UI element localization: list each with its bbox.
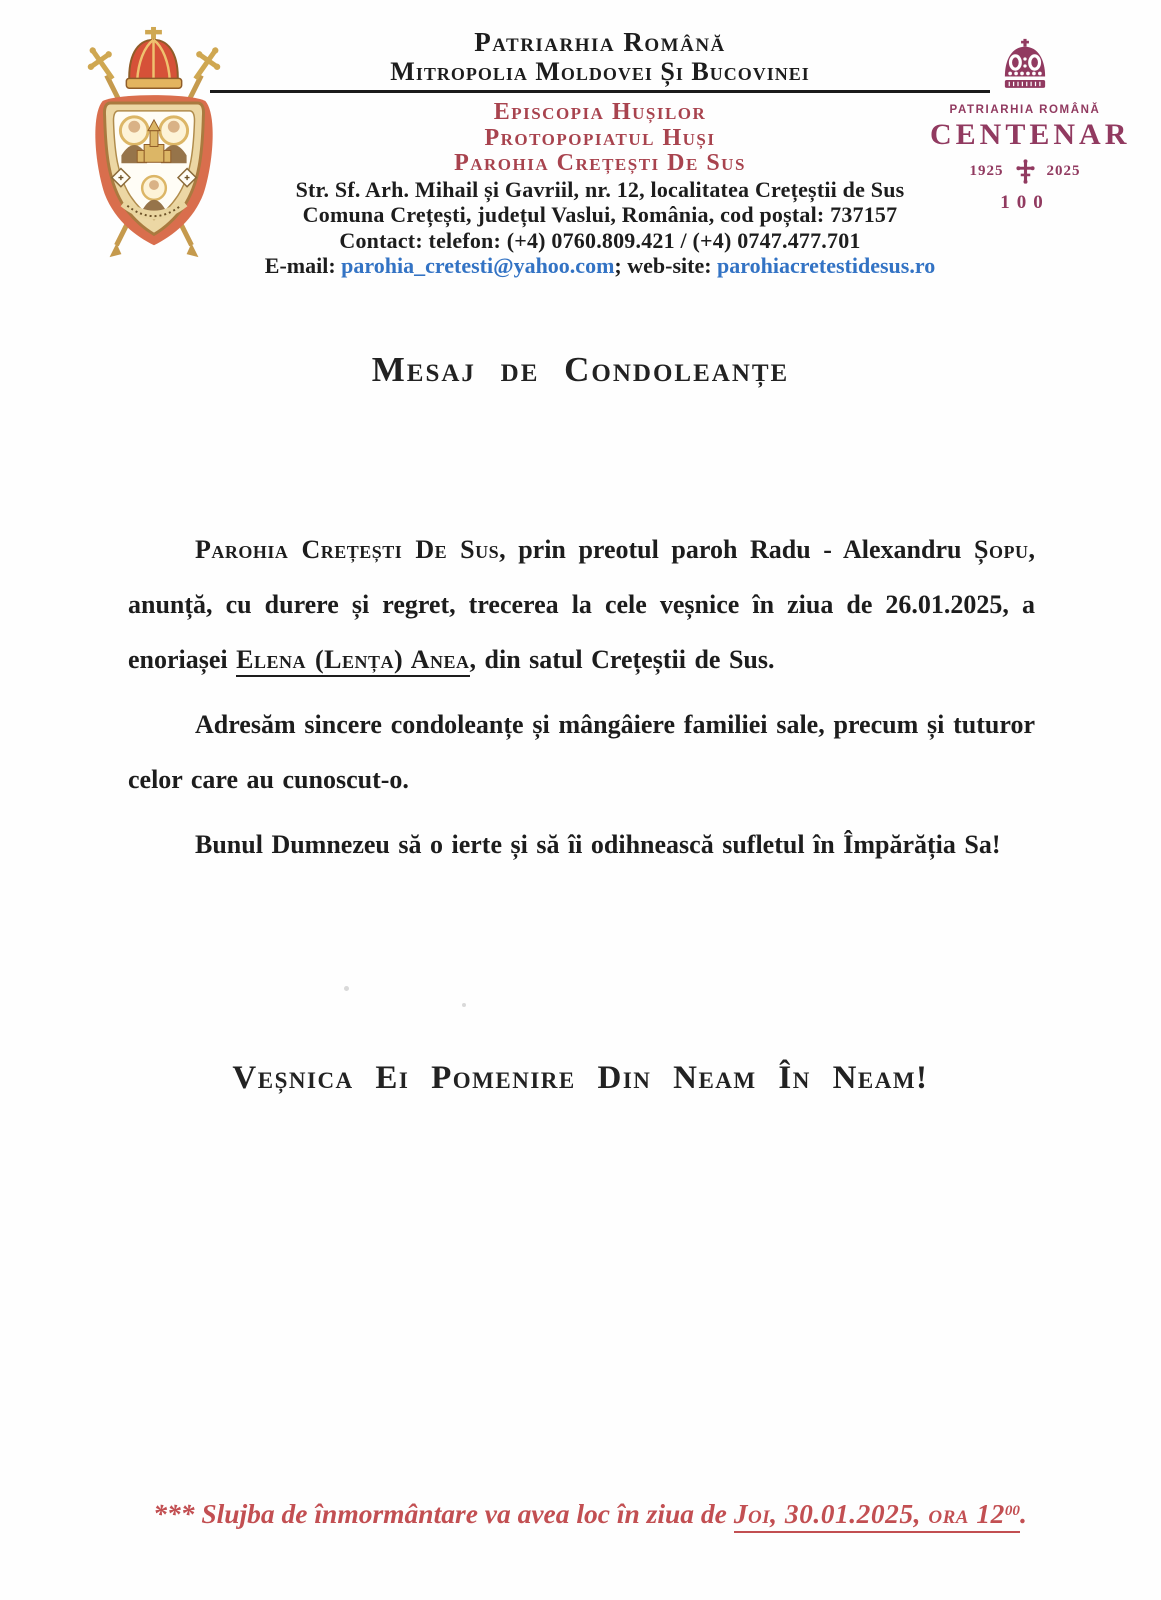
contact-line: Contact: telefon: (+4) 0760.809.421 / (+4) 0747.477.701 bbox=[339, 227, 861, 253]
centenar-years bbox=[930, 159, 1120, 184]
address-line-1: Str. Sf. Arh. Mihail și Gavriil, nr. 12, localitatea Crețeștii de Sus bbox=[295, 176, 905, 202]
centenar-year-end: 2025 bbox=[1046, 163, 1081, 179]
centenar-patriarhia-label: PATRIARHIA ROMÂNĂ bbox=[949, 104, 1101, 116]
address-line-2: Comuna Crețești, județul Vaslui, România, cod poștal: 737157 bbox=[302, 202, 898, 227]
document-title: Mesaj de Condoleanțe bbox=[371, 350, 790, 389]
paragraph-condolences: Adresăm sincere condoleanțe și mângâiere familiei sale, precum și tuturor celor care au cunoscut-o. bbox=[128, 710, 1035, 794]
episcopia-line: Episcopia Hușilor bbox=[493, 99, 707, 125]
funeral-service-note bbox=[120, 1498, 1060, 1530]
footer-prefix: *** Slujba de înmormântare va avea loc în ziua de bbox=[153, 1498, 734, 1529]
scan-speck bbox=[462, 1003, 466, 1007]
centenar-emblem bbox=[930, 36, 1131, 214]
letterhead bbox=[210, 28, 990, 279]
centenar-100: 100 bbox=[1000, 192, 1050, 213]
patriarhia-line: Patriarhia Română bbox=[474, 27, 726, 57]
protopopiat-line: Protopopiatul Huși bbox=[484, 124, 716, 151]
funeral-date: Joi, 30.01.2025, ora $12^{00}$ bbox=[734, 1498, 1020, 1533]
paragraph-announcement: Parohia Crețești De Sus, prin preotul paroh Radu - Alexandru Șopu, anunță, cu durere și regret, trecerea la cele veșnice în ziua de 26.01.2025, a enoriașei Elena (Lența) Anea, din satul Crețeștii de Sus. bbox=[128, 522, 1035, 687]
email-line bbox=[210, 253, 990, 279]
centenar-year-start: 1925 bbox=[969, 163, 1004, 179]
mitre-crown-icon bbox=[997, 36, 1053, 96]
paragraph-prayer: Bunul Dumnezeu să o ierte și să îi odihnească sufletul în Împărăția Sa! bbox=[195, 830, 1001, 859]
budded-cross-icon bbox=[1016, 159, 1035, 184]
deceased-name: Elena (Lența) Anea bbox=[236, 645, 469, 677]
scan-speck bbox=[344, 986, 349, 991]
header-divider bbox=[210, 90, 990, 93]
parish-name: Parohia Crețești De Sus bbox=[195, 535, 500, 564]
email-separator: ; bbox=[614, 253, 622, 278]
web-label: web-site: bbox=[627, 253, 712, 278]
centenar-title: CENTENAR bbox=[930, 118, 1131, 151]
memorial-line: Veșnica Ei Pomenire Din Neam În Neam! bbox=[232, 1060, 929, 1096]
mitropolia-line: Mitropolia Moldovei Și Bucovinei bbox=[390, 57, 810, 86]
parohia-line: Parohia Crețești De Sus bbox=[454, 150, 746, 176]
footer-suffix: . bbox=[1019, 1498, 1027, 1529]
footer-superscript: 00 bbox=[1004, 1502, 1020, 1519]
website-link[interactable]: parohiacretestidesus.ro bbox=[717, 253, 936, 278]
priest-name: Șopu bbox=[974, 535, 1029, 564]
letter-body bbox=[128, 522, 1035, 882]
email-link[interactable]: parohia_cretesti@yahoo.com bbox=[341, 253, 615, 278]
email-label: E-mail: bbox=[264, 253, 336, 278]
